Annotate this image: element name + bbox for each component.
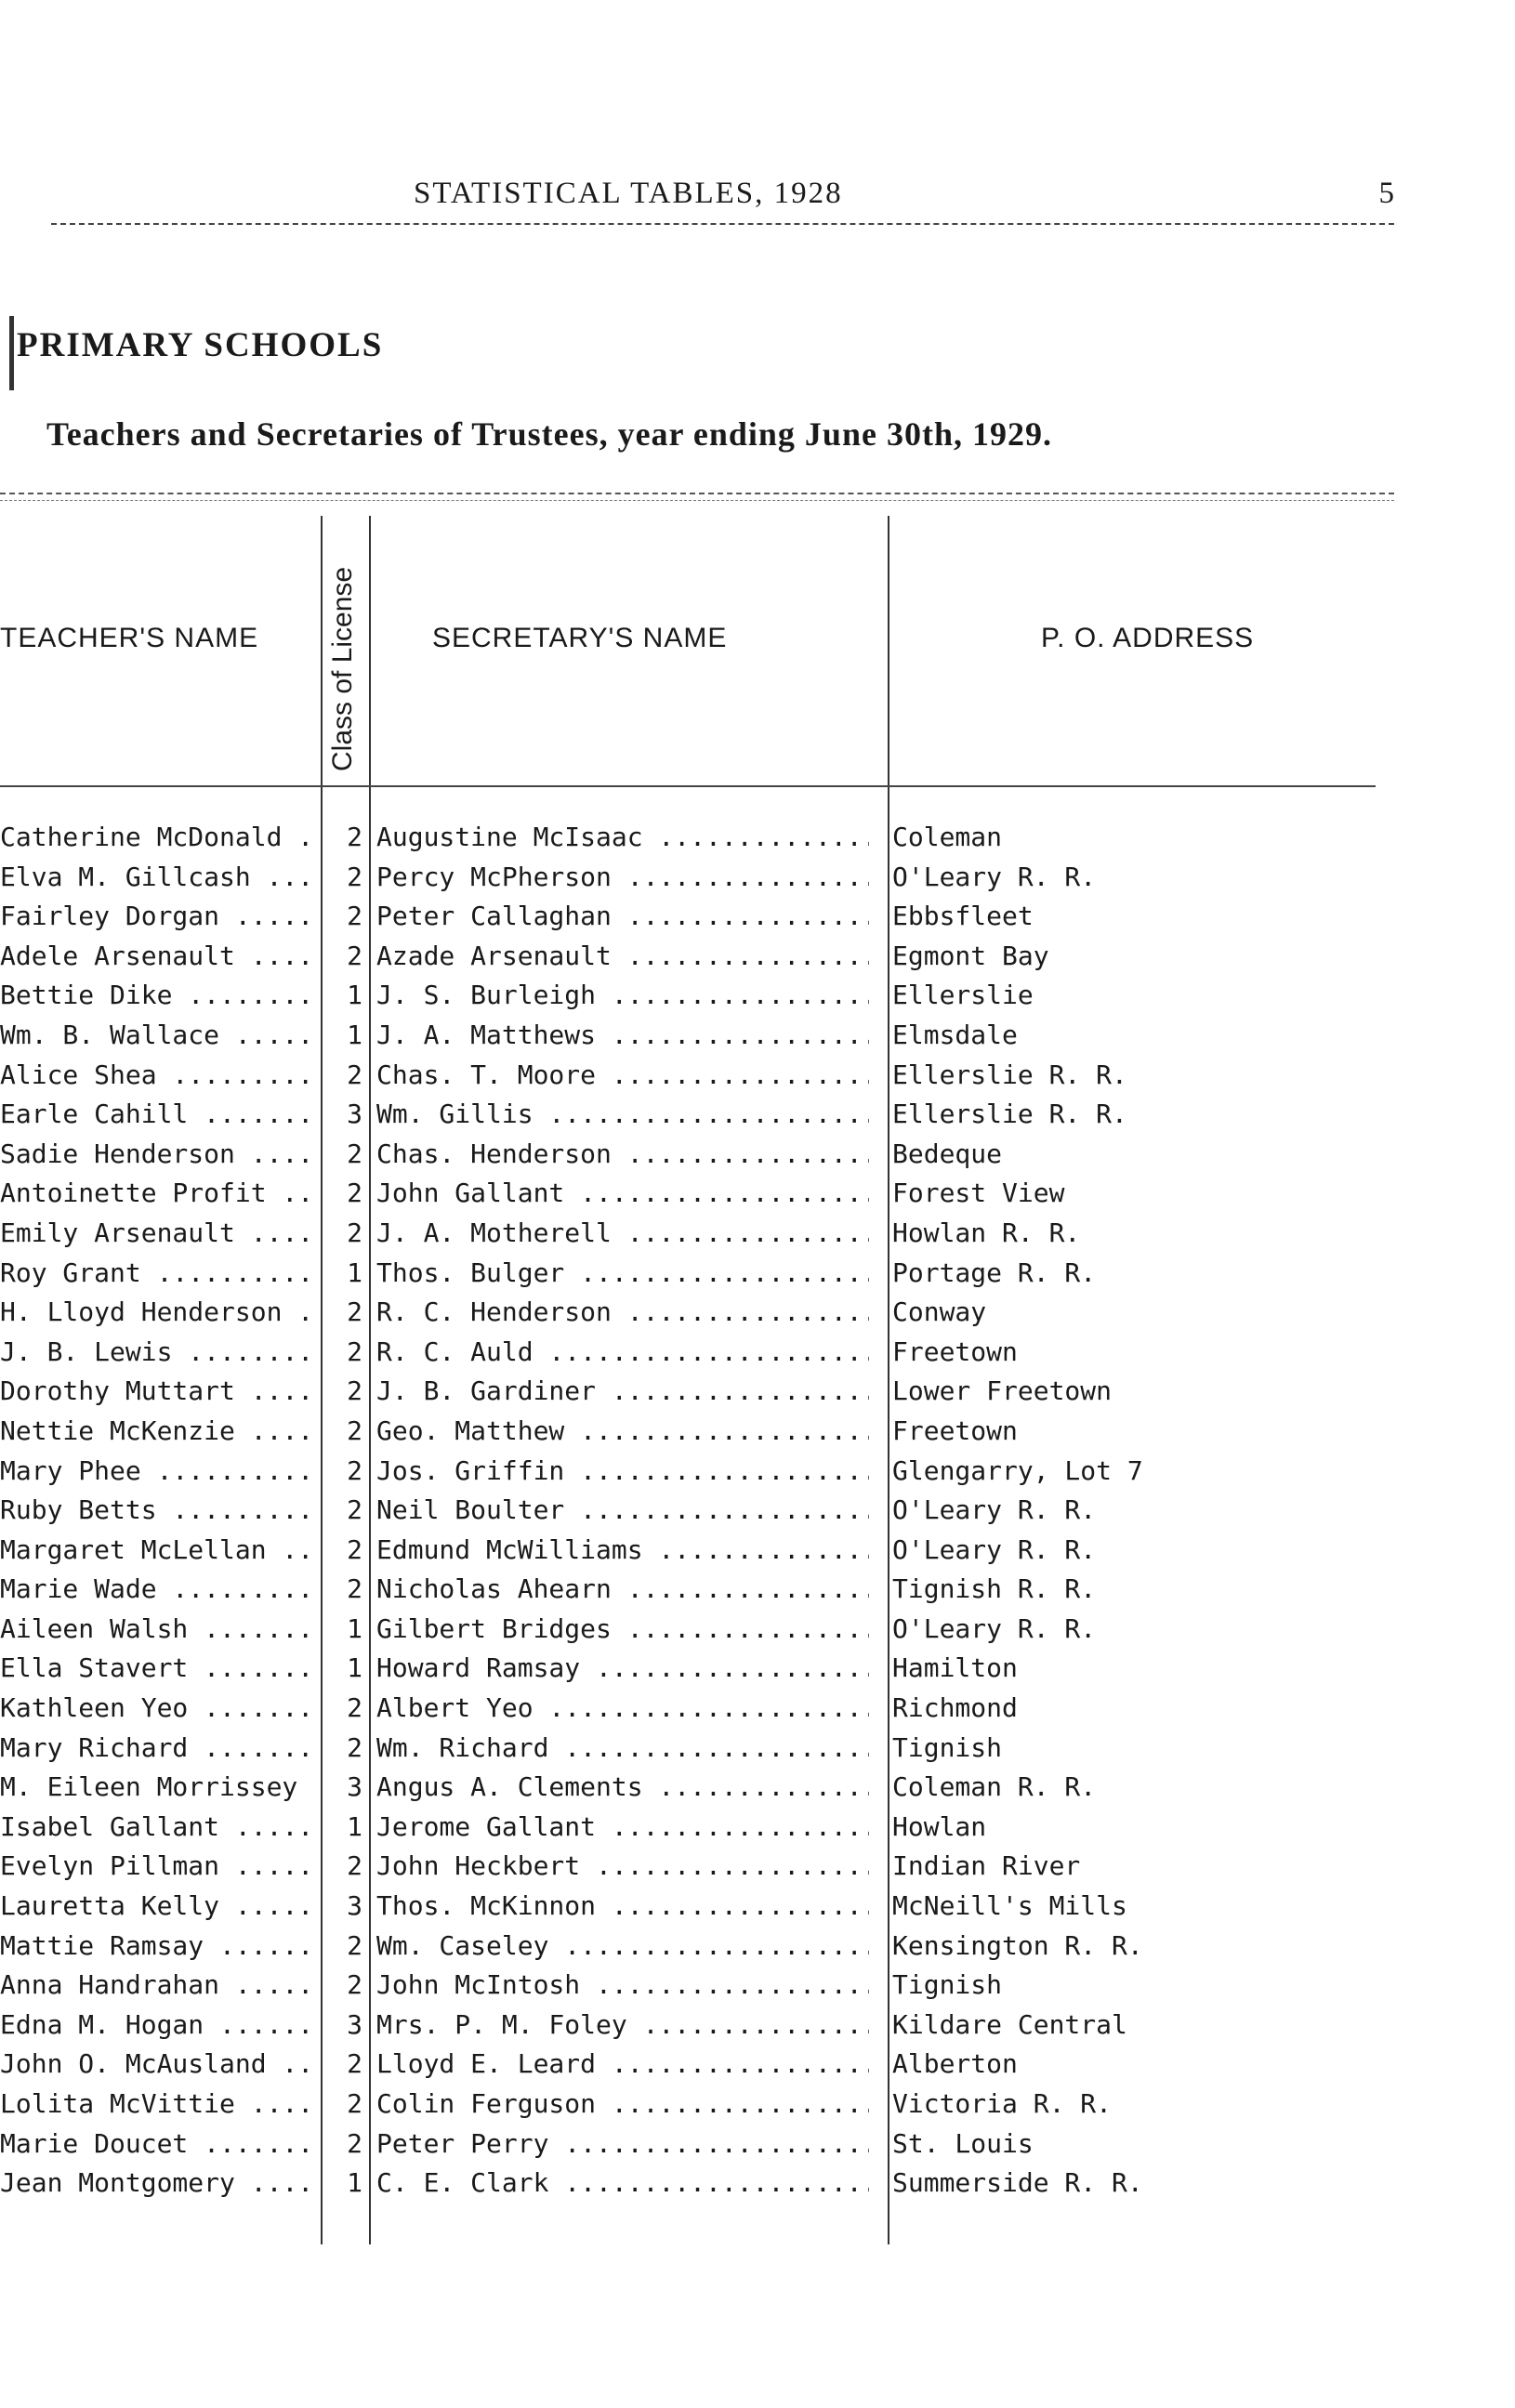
teacher-cell: Lauretta Kelly .....	[0, 1887, 316, 1927]
class-cell: 2	[347, 1850, 362, 1882]
teacher-cell: Anna Handrahan .....	[0, 1966, 316, 2006]
address-cell: Egmont Bay	[892, 940, 1049, 971]
secretary-cell: John McIntosh .....	[376, 1966, 869, 2006]
table-row	[0, 1095, 1413, 1135]
teacher-cell: Alice Shea .....	[0, 1056, 316, 1096]
teacher-cell: Bettie Dike .....	[0, 976, 316, 1016]
class-cell: 2	[347, 1494, 362, 1526]
secretary-cell: C. E. Clark .....	[376, 2164, 869, 2204]
secretary-cell: J. B. Gardiner .....	[376, 1372, 869, 1412]
teacher-cell: Fairley Dorgan .....	[0, 897, 316, 937]
class-cell: 2	[347, 940, 362, 971]
header-teacher-name: TEACHER'S NAME	[0, 623, 259, 653]
secretary-cell: R. C. Henderson .....	[376, 1293, 869, 1333]
secretary-cell: Thos. Bulger .....	[376, 1254, 869, 1294]
class-cell: 1	[347, 980, 362, 1011]
secretary-cell: Colin Ferguson .....	[376, 2085, 869, 2125]
class-cell: 1	[347, 1652, 362, 1684]
secretary-cell: J. S. Burleigh .....	[376, 976, 869, 1016]
table-row	[0, 1333, 1413, 1373]
table-row	[0, 1135, 1413, 1175]
secretary-cell: J. A. Motherell .....	[376, 1214, 869, 1254]
class-cell: 2	[347, 1969, 362, 2001]
table-header-rule	[0, 785, 1376, 787]
secretary-cell: John Gallant .....	[376, 1174, 869, 1214]
table-row	[0, 2045, 1413, 2085]
teacher-cell: Marie Doucet .....	[0, 2125, 316, 2165]
teacher-cell: Roy Grant .....	[0, 1254, 316, 1294]
address-cell: McNeill's Mills	[892, 1890, 1127, 1922]
secretary-cell: John Heckbert .....	[376, 1847, 869, 1887]
address-cell: Lower Freetown	[892, 1375, 1113, 1407]
teacher-cell: Marie Wade .....	[0, 1570, 316, 1610]
teacher-cell: John O. McAusland .....	[0, 2045, 316, 2085]
teacher-cell: Adele Arsenault .....	[0, 937, 316, 977]
teacher-cell: Ruby Betts .....	[0, 1491, 316, 1531]
secretary-cell: Nicholas Ahearn .....	[376, 1570, 869, 1610]
teacher-cell: Kathleen Yeo .....	[0, 1689, 316, 1729]
table-row	[0, 976, 1413, 1016]
class-cell: 3	[347, 2008, 362, 2040]
secretary-cell: Edmund McWilliams .....	[376, 1531, 869, 1571]
class-cell: 2	[347, 1336, 362, 1367]
class-cell: 1	[347, 1019, 362, 1050]
secretary-cell: Chas. T. Moore .....	[376, 1056, 869, 1096]
secretary-cell: Howard Ramsay .....	[376, 1649, 869, 1689]
class-cell: 2	[347, 861, 362, 892]
table-row	[0, 2006, 1413, 2046]
table-row	[0, 1689, 1413, 1729]
class-cell: 2	[347, 1692, 362, 1724]
secretary-cell: Chas. Henderson .....	[376, 1135, 869, 1175]
teacher-cell: Edna M. Hogan .....	[0, 2006, 316, 2046]
table-row	[0, 1056, 1413, 1096]
header-po-address: P. O. ADDRESS	[1041, 623, 1255, 653]
address-cell: Portage R. R.	[892, 1257, 1097, 1288]
table-row	[0, 1610, 1413, 1650]
teacher-cell: H. Lloyd Henderson .....	[0, 1293, 316, 1333]
address-cell: Bedeque	[892, 1138, 1003, 1169]
address-cell: Coleman	[892, 822, 1003, 852]
teacher-cell: Isabel Gallant .....	[0, 1808, 316, 1848]
header-secretary-name: SECRETARY'S NAME	[432, 623, 728, 653]
secretary-cell: Gilbert Bridges .....	[376, 1610, 869, 1650]
page-number: 5	[1378, 177, 1394, 210]
class-cell: 2	[347, 1415, 362, 1446]
teacher-cell: Jean Montgomery .....	[0, 2164, 316, 2204]
teacher-cell: Elva M. Gillcash .....	[0, 858, 316, 898]
table-row	[0, 1927, 1413, 1967]
class-cell: 2	[347, 2127, 362, 2159]
secretary-cell: Geo. Matthew .....	[376, 1412, 869, 1452]
table-row	[0, 1412, 1413, 1452]
table-row	[0, 1214, 1413, 1254]
teacher-cell: Earle Cahill .....	[0, 1095, 316, 1135]
address-cell: Ebbsfleet	[892, 901, 1034, 932]
address-cell: Conway	[892, 1296, 987, 1328]
teacher-cell: J. B. Lewis .....	[0, 1333, 316, 1373]
table-row	[0, 818, 1413, 858]
address-cell: O'Leary R. R.	[892, 1533, 1097, 1565]
teacher-cell: Ella Stavert .....	[0, 1649, 316, 1689]
address-cell: Hamilton	[892, 1652, 1018, 1684]
class-cell: 1	[347, 1257, 362, 1288]
table-row	[0, 1254, 1413, 1294]
class-cell: 2	[347, 822, 362, 852]
address-cell: Glengarry, Lot 7	[892, 1454, 1143, 1486]
class-cell: 1	[347, 1612, 362, 1644]
secretary-cell: Wm. Caseley .....	[376, 1927, 869, 1967]
table-row	[0, 1649, 1413, 1689]
secretary-cell: J. A. Matthews .....	[376, 1016, 869, 1056]
address-cell: Richmond	[892, 1692, 1018, 1724]
teacher-cell: M. Eileen Morrissey .....	[0, 1768, 316, 1808]
class-cell: 2	[347, 1059, 362, 1090]
address-cell: O'Leary R. R.	[892, 1612, 1097, 1644]
teacher-cell: Sadie Henderson .....	[0, 1135, 316, 1175]
address-cell: Forest View	[892, 1178, 1065, 1209]
secretary-cell: Peter Callaghan .....	[376, 897, 869, 937]
address-cell: Freetown	[892, 1415, 1018, 1446]
secretary-cell: Augustine McIsaac .....	[376, 818, 869, 858]
table-row	[0, 2085, 1413, 2125]
secretary-cell: Mrs. P. M. Foley .....	[376, 2006, 869, 2046]
table-row	[0, 1372, 1413, 1412]
class-cell: 3	[347, 1099, 362, 1130]
section-title: PRIMARY SCHOOLS	[17, 326, 384, 364]
teacher-cell: Aileen Walsh .....	[0, 1610, 316, 1650]
teacher-cell: Catherine McDonald .....	[0, 818, 316, 858]
class-cell: 2	[347, 1296, 362, 1328]
address-cell: Howlan	[892, 1810, 987, 1842]
class-cell: 2	[347, 1533, 362, 1565]
margin-bar	[9, 316, 14, 390]
secretary-cell: Jerome Gallant .....	[376, 1808, 869, 1848]
secretary-cell: Wm. Gillis .....	[376, 1095, 869, 1135]
table-row	[0, 1531, 1413, 1571]
address-cell: Ellerslie R. R.	[892, 1099, 1127, 1130]
table-row	[0, 858, 1413, 898]
address-cell: Freetown	[892, 1336, 1018, 1367]
teacher-cell: Mary Phee .....	[0, 1452, 316, 1492]
secretary-cell: Azade Arsenault .....	[376, 937, 869, 977]
table-row	[0, 1808, 1413, 1848]
teacher-cell: Mary Richard .....	[0, 1729, 316, 1769]
address-cell: Victoria R. R.	[892, 2088, 1113, 2119]
address-cell: Indian River	[892, 1850, 1081, 1882]
table-row	[0, 1452, 1413, 1492]
address-cell: Kildare Central	[892, 2008, 1127, 2040]
address-cell: Howlan R. R.	[892, 1217, 1081, 1248]
table-top-rule-inner	[0, 500, 1394, 501]
class-cell: 2	[347, 2048, 362, 2080]
table-row	[0, 1491, 1413, 1531]
running-title: STATISTICAL TABLES, 1928	[414, 177, 843, 210]
table-row	[0, 1570, 1413, 1610]
address-cell: O'Leary R. R.	[892, 1494, 1097, 1526]
secretary-cell: Jos. Griffin .....	[376, 1452, 869, 1492]
teacher-cell: Emily Arsenault .....	[0, 1214, 316, 1254]
address-cell: Summerside R. R.	[892, 2167, 1143, 2199]
secretary-cell: Wm. Richard .....	[376, 1729, 869, 1769]
secretary-cell: Angus A. Clements .....	[376, 1768, 869, 1808]
address-cell: Tignish	[892, 1731, 1003, 1763]
table-row	[0, 1887, 1413, 1927]
teacher-cell: Margaret McLellan .....	[0, 1531, 316, 1571]
running-head	[51, 177, 1394, 225]
class-cell: 2	[347, 2088, 362, 2119]
table-row	[0, 2164, 1413, 2204]
class-cell: 3	[347, 1890, 362, 1922]
table-row	[0, 1293, 1413, 1333]
address-cell: Elmsdale	[892, 1019, 1018, 1050]
address-cell: Kensington R. R.	[892, 1929, 1143, 1961]
class-cell: 3	[347, 1771, 362, 1803]
teacher-cell: Dorothy Muttart .....	[0, 1372, 316, 1412]
address-cell: St. Louis	[892, 2127, 1034, 2159]
address-cell: O'Leary R. R.	[892, 861, 1097, 892]
class-cell: 2	[347, 1375, 362, 1407]
secretary-cell: Thos. McKinnon .....	[376, 1887, 869, 1927]
teacher-cell: Nettie McKenzie .....	[0, 1412, 316, 1452]
address-cell: Coleman R. R.	[892, 1771, 1097, 1803]
secretary-cell: R. C. Auld .....	[376, 1333, 869, 1373]
teacher-cell: Evelyn Pillman .....	[0, 1847, 316, 1887]
section-subtitle: Teachers and Secretaries of Trustees, year ending June 30th, 1929.	[46, 415, 1052, 453]
class-cell: 2	[347, 1731, 362, 1763]
table-row	[0, 937, 1413, 977]
table-row	[0, 1966, 1413, 2006]
table-row	[0, 1847, 1413, 1887]
address-cell: Tignish	[892, 1969, 1003, 2001]
secretary-cell: Neil Boulter .....	[376, 1491, 869, 1531]
table-row	[0, 1729, 1413, 1769]
secretary-cell: Lloyd E. Leard .....	[376, 2045, 869, 2085]
class-cell: 2	[347, 901, 362, 932]
table-row	[0, 2125, 1413, 2165]
address-cell: Alberton	[892, 2048, 1018, 2080]
table-row	[0, 1768, 1413, 1808]
table-body	[0, 818, 1413, 2204]
class-cell: 2	[347, 1217, 362, 1248]
table-row	[0, 1016, 1413, 1056]
class-cell: 2	[347, 1454, 362, 1486]
class-cell: 2	[347, 1573, 362, 1605]
class-cell: 2	[347, 1178, 362, 1209]
header-class-of-license: Class of License	[327, 566, 358, 771]
class-cell: 2	[347, 1929, 362, 1961]
teacher-cell: Lolita McVittie .....	[0, 2085, 316, 2125]
secretary-cell: Peter Perry .....	[376, 2125, 869, 2165]
table-row	[0, 1174, 1413, 1214]
table-row	[0, 897, 1413, 937]
address-cell: Tignish R. R.	[892, 1573, 1097, 1605]
teacher-cell: Mattie Ramsay .....	[0, 1927, 316, 1967]
class-cell: 2	[347, 1138, 362, 1169]
class-cell: 1	[347, 1810, 362, 1842]
address-cell: Ellerslie	[892, 980, 1034, 1011]
teacher-cell: Wm. B. Wallace .....	[0, 1016, 316, 1056]
teacher-cell: Antoinette Profit .....	[0, 1174, 316, 1214]
table-top-rule	[0, 493, 1394, 494]
secretary-cell: Percy McPherson .....	[376, 858, 869, 898]
class-cell: 1	[347, 2167, 362, 2199]
address-cell: Ellerslie R. R.	[892, 1059, 1127, 1090]
secretary-cell: Albert Yeo .....	[376, 1689, 869, 1729]
